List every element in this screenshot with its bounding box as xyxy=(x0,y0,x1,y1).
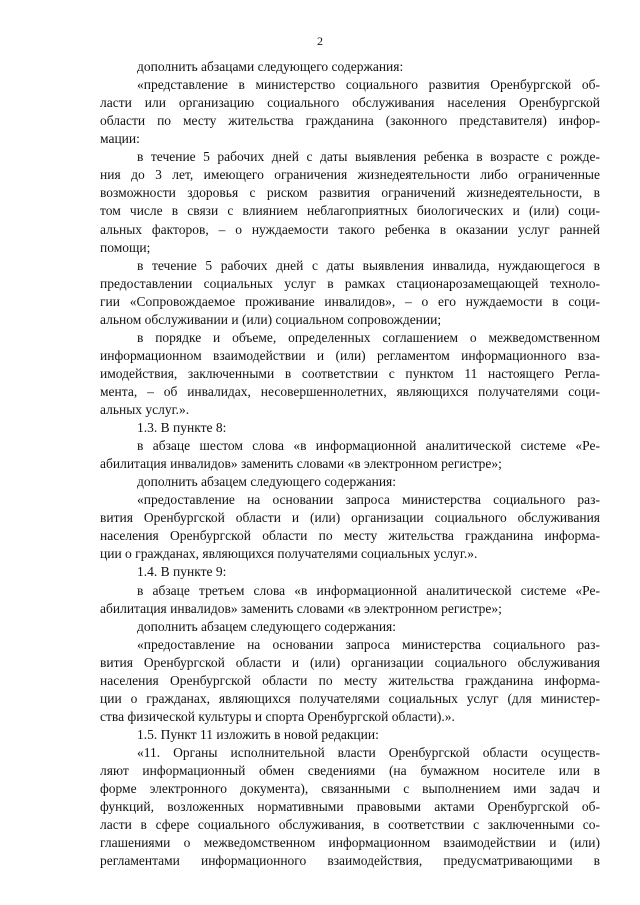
text-line: вития Оренбургской области и (или) организации социального обслуживания xyxy=(100,654,600,670)
text-line: мента, – об инвалидах, несовершеннолетних, являющихся получателями соци- xyxy=(100,383,600,399)
text-line: 1.3. В пункте 8: xyxy=(137,420,227,435)
text-line: «представление в министерство социального развития Оренбургской об- xyxy=(137,77,600,93)
text-line: населения Оренбургской области по месту жительства гражданина информа- xyxy=(100,672,600,688)
text-line: возможности здоровья с риском развития ограничений жизнедеятельности, в xyxy=(100,185,600,201)
page-number: 2 xyxy=(317,34,323,48)
text-line: мации: xyxy=(100,131,140,147)
text-line: ции о гражданах, являющихся получателями социальных услуг.». xyxy=(100,546,478,562)
text-line: предоставлении социальных услуг в рамках стационарозамещающей техноло- xyxy=(100,275,600,291)
text-line: в абзаце шестом слова «в информационной аналитической системе «Ре- xyxy=(137,438,600,454)
text-line: помощи; xyxy=(100,239,151,255)
text-line: альных факторов, – о нуждаемости такого ребенка в оказании услуг ранней xyxy=(100,221,600,237)
text-line: ства физической культуры и спорта Оренбургской области).». xyxy=(100,708,455,724)
text-line: 1.5. Пункт 11 изложить в новой редакции: xyxy=(137,726,379,742)
text-line: в абзаце третьем слова «в информационной аналитической системе «Ре- xyxy=(137,582,600,598)
text-line: гии «Сопровождаемое проживание инвалидов», – о его нуждаемости в соци- xyxy=(100,293,600,309)
text-line: населения Оренбургской области по месту жительства гражданина информа- xyxy=(100,528,600,544)
text-line: области по месту жительства гражданина (законного представителя) инфор- xyxy=(100,113,600,129)
text-line: в течение 5 рабочих дней с даты выявления ребенка в возрасте с рожде- xyxy=(137,149,600,165)
text-line: 1.4. В пункте 9: xyxy=(137,564,227,580)
text-line: ния до 3 лет, имеющего ограничения жизнедеятельности либо ограниченные xyxy=(100,167,600,183)
text-line: дополнить абзацем следующего содержания: xyxy=(137,474,397,490)
text-line: в порядке и объеме, определенных соглашением о межведомственном xyxy=(137,329,600,345)
text-line: том числе в связи с влиянием неблагоприятных биологических и (или) соци- xyxy=(100,203,600,219)
text-line: форме электронного документа), связанными с выполнением ими задач и xyxy=(100,781,600,796)
text-line: информационном взаимодействии и (или) регламентом информационного вза- xyxy=(100,347,600,363)
text-line: ции о гражданах, являющихся получателями социальных услуг (для министер- xyxy=(100,690,600,706)
text-line: глашениями о межведомственном информационном взаимодействии и (или) xyxy=(100,835,600,851)
text-line: «11. Органы исполнительной власти Оренбургской области осуществ- xyxy=(137,744,600,760)
text-line: ласти в сфере социального обслуживания, в соответствии с заключенными со- xyxy=(100,817,600,833)
text-line: дополнить абзацем следующего содержания: xyxy=(137,618,397,634)
text-line: альном обслуживании и (или) социальном сопровождении; xyxy=(100,311,442,327)
text-line: «предоставление на основании запроса министерства социального раз- xyxy=(137,492,600,508)
text-line: вития Оренбургской области и (или) организации социального обслуживания xyxy=(100,510,600,526)
text-line: ляют информационный обмен сведениями (на бумажном носителе или в xyxy=(100,763,600,778)
text-line: дополнить абзацами следующего содержания: xyxy=(137,59,404,74)
text-line: в течение 5 рабочих дней с даты выявления инвалида, нуждающегося в xyxy=(137,257,600,273)
text-line: «предоставление на основании запроса министерства социального раз- xyxy=(137,636,600,652)
text-line: абилитация инвалидов» заменить словами «в электронном регистре»; xyxy=(100,600,502,616)
text-line: имодействия, заключенными в соответствии с пунктом 11 настоящего Регла- xyxy=(100,365,600,381)
text-line: функций, возложенных нормативными правовыми актами Оренбургской об- xyxy=(100,799,600,815)
text-line: ласти или организацию социального обслуживания населения Оренбургской xyxy=(100,95,600,111)
text-line: регламентами информационного взаимодействия, предусматривающими в xyxy=(100,853,600,869)
text-line: альных услуг.». xyxy=(100,401,190,417)
text-line: абилитация инвалидов» заменить словами «в электронном регистре»; xyxy=(100,456,502,472)
